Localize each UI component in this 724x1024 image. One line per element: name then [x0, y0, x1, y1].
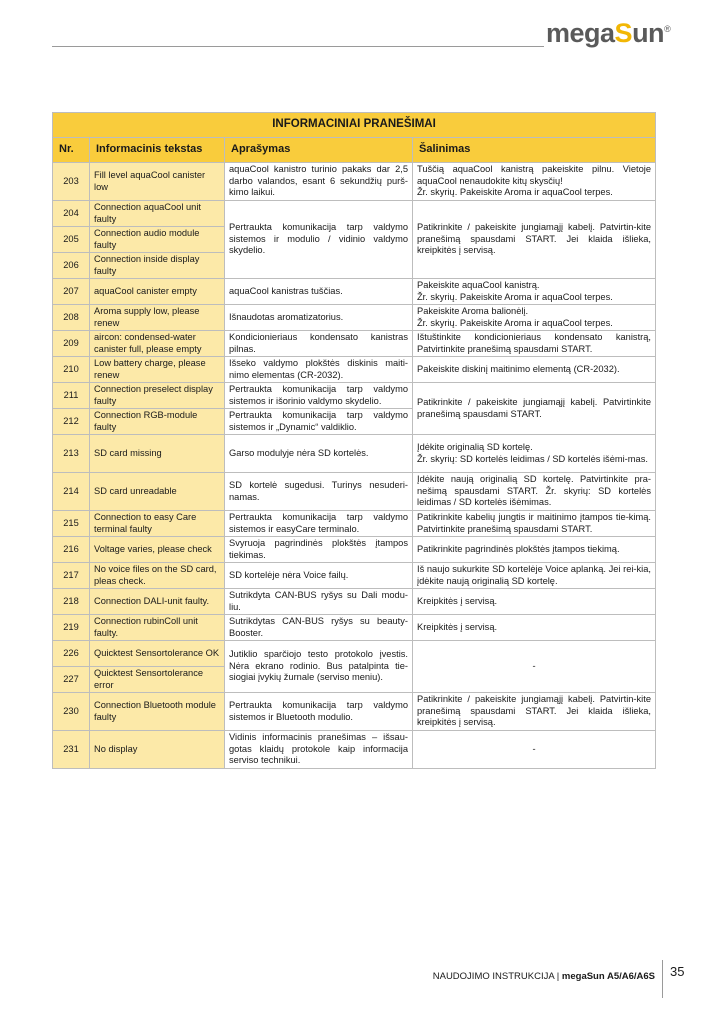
row-remedy: Pakeiskite aquaCool kanistrą. Žr. skyrių. Pakeiskite Aroma ir aquaCool terpes.: [413, 279, 656, 305]
row-info-text: Voltage varies, please check: [90, 537, 225, 563]
row-remedy: Kreipkitės į servisą.: [413, 615, 656, 641]
row-number: 218: [53, 589, 90, 615]
row-description: Jutiklio sparčiojo testo protokolo įvestis. Nėra ekrano rodinio. Bus patalpinta tie-siogiai įvykių žurnale (serviso meniu).: [225, 641, 413, 693]
info-messages-table: [52, 112, 656, 769]
row-info-text: aquaCool canister empty: [90, 279, 225, 305]
row-description: Pertraukta komunikacija tarp valdymo sistemos ir išorinio valdymo skydelio.: [225, 383, 413, 409]
megasun-logo: megaSun®: [546, 18, 671, 48]
row-info-text: Low battery charge, please renew: [90, 357, 225, 383]
footer-rule: [662, 960, 663, 998]
table-row: [53, 693, 656, 731]
table-row: [53, 279, 656, 305]
row-info-text: Connection preselect display faulty: [90, 383, 225, 409]
row-number: 217: [53, 563, 90, 589]
row-number: 231: [53, 731, 90, 769]
row-info-text: Connection DALI-unit faulty.: [90, 589, 225, 615]
table-row: [53, 435, 656, 473]
row-description: SD kortelė sugedusi. Turinys nesuderi-namas.: [225, 473, 413, 511]
header-rule: [52, 46, 544, 47]
row-info-text: Connection rubinColl unit faulty.: [90, 615, 225, 641]
row-number: 219: [53, 615, 90, 641]
row-info-text: Fill level aquaCool canister low: [90, 163, 225, 201]
row-description: Pertraukta komunikacija tarp valdymo sistemos ir easyCare terminalo.: [225, 511, 413, 537]
row-remedy: Ištuštinkite kondicionieriaus kondensato kanistrą, Patvirtinkite pranešimą spausdami START.: [413, 331, 656, 357]
row-number: 204: [53, 201, 90, 227]
row-description: SD kortelėje nėra Voice failų.: [225, 563, 413, 589]
row-remedy: Patikrinkite / pakeiskite jungiamąjį kabelį. Patvirtin-kite pranešimą spausdami START. Jei klaida išlieka, kreipkitės į servisą.: [413, 693, 656, 731]
row-info-text: SD card unreadable: [90, 473, 225, 511]
row-info-text: aircon: condensed-water canister full, please empty: [90, 331, 225, 357]
table-row: [53, 731, 656, 769]
row-remedy: -: [413, 641, 656, 693]
row-description: Sutrikdytas CAN-BUS ryšys su beauty-Booster.: [225, 615, 413, 641]
row-number: 207: [53, 279, 90, 305]
row-info-text: Connection inside display faulty: [90, 253, 225, 279]
page-number: 35: [670, 964, 685, 979]
row-number: 210: [53, 357, 90, 383]
row-info-text: Connection audio module faulty: [90, 227, 225, 253]
row-remedy: Kreipkitės į servisą.: [413, 589, 656, 615]
table-row: [53, 615, 656, 641]
row-remedy: Įdėkite originalią SD kortelę. Žr. skyrių: SD kortelės leidimas / SD kortelės išėmi-mas.: [413, 435, 656, 473]
row-remedy: Pakeiskite diskinį maitinimo elementą (CR-2032).: [413, 357, 656, 383]
table-row: [53, 537, 656, 563]
row-number: 203: [53, 163, 90, 201]
row-info-text: No display: [90, 731, 225, 769]
row-info-text: No voice files on the SD card, pleas check.: [90, 563, 225, 589]
row-info-text: Quicktest Sensortolerance OK: [90, 641, 225, 667]
table-row: [53, 201, 656, 227]
row-remedy: Tuščią aquaCool kanistrą pakeiskite pilnu. Vietoje aquaCool nenaudokite kitų skysčių! Žr. skyrių. Pakeiskite Aroma ir aquaCool terpes.: [413, 163, 656, 201]
row-description: Garso modulyje nėra SD kortelės.: [225, 435, 413, 473]
row-number: 214: [53, 473, 90, 511]
row-number: 227: [53, 667, 90, 693]
row-remedy: Iš naujo sukurkite SD kortelėje Voice aplanką. Jei rei-kia, įdėkite naują originalią SD kortelę.: [413, 563, 656, 589]
table-row: [53, 163, 656, 201]
table-row: [53, 589, 656, 615]
table-row: [53, 563, 656, 589]
row-description: Išnaudotas aromatizatorius.: [225, 305, 413, 331]
row-remedy: Įdėkite naują originalią SD kortelę. Patvirtinkite pra-nešimą spausdami START. Žr. skyrių: SD kortelės leidimas / SD kortelės išėmimas.: [413, 473, 656, 511]
row-info-text: Connection to easy Care terminal faulty: [90, 511, 225, 537]
row-number: 226: [53, 641, 90, 667]
row-description: aquaCool kanistras tuščias.: [225, 279, 413, 305]
row-number: 216: [53, 537, 90, 563]
col-header-remedy: Šalinimas: [413, 138, 656, 163]
row-description: Kondicionieriaus kondensato kanistras pilnas.: [225, 331, 413, 357]
row-number: 230: [53, 693, 90, 731]
row-info-text: Connection RGB-module faulty: [90, 409, 225, 435]
table-row: [53, 383, 656, 409]
row-number: 209: [53, 331, 90, 357]
row-remedy: Patikrinkite kabelių jungtis ir maitinimo įtampos tie-kimą. Patvirtinkite pranešimą spausdami START.: [413, 511, 656, 537]
row-description: Išseko valdymo plokštės diskinis maiti-nimo elementas (CR-2032).: [225, 357, 413, 383]
row-remedy: Pakeiskite Aroma balionėlį. Žr. skyrių. Pakeiskite Aroma ir aquaCool terpes.: [413, 305, 656, 331]
table-row: [53, 331, 656, 357]
table-row: [53, 305, 656, 331]
footer-manual-title: NAUDOJIMO INSTRUKCIJA | megaSun A5/A6/A6S: [432, 971, 655, 982]
row-remedy: Patikrinkite pagrindinės plokštės įtampos tiekimą.: [413, 537, 656, 563]
table-row: [53, 357, 656, 383]
col-header-description: Aprašymas: [225, 138, 413, 163]
row-info-text: Aroma supply low, please renew: [90, 305, 225, 331]
row-description: Pertraukta komunikacija tarp valdymo sistemos ir modulio / vidinio valdymo skydelio.: [225, 201, 413, 279]
table-row: [53, 641, 656, 667]
row-description: aquaCool kanistro turinio pakaks dar 2,5 darbo valandos, esant 6 sekundžių purš-kimo laikui.: [225, 163, 413, 201]
table-title: INFORMACINIAI PRANEŠIMAI: [53, 113, 656, 138]
row-description: Svyruoja pagrindinės plokštės įtampos tiekimas.: [225, 537, 413, 563]
row-number: 215: [53, 511, 90, 537]
row-description: Sutrikdyta CAN-BUS ryšys su Dali modu-liu.: [225, 589, 413, 615]
table-row: [53, 511, 656, 537]
row-number: 205: [53, 227, 90, 253]
row-description: Vidinis informacinis pranešimas – išsau-gotas klaidų protokole kaip informacija serviso technikui.: [225, 731, 413, 769]
row-number: 213: [53, 435, 90, 473]
row-number: 211: [53, 383, 90, 409]
table-row: [53, 473, 656, 511]
row-info-text: SD card missing: [90, 435, 225, 473]
row-info-text: Connection Bluetooth module faulty: [90, 693, 225, 731]
row-description: Pertraukta komunikacija tarp valdymo sistemos ir Bluetooth modulio.: [225, 693, 413, 731]
row-info-text: Quicktest Sensortolerance error: [90, 667, 225, 693]
col-header-text: Informacinis tekstas: [90, 138, 225, 163]
row-remedy: Patikrinkite / pakeiskite jungiamąjį kabelį. Patvirtin-kite pranešimą spausdami START. Jei klaida išlieka, kreipkitės į servisą.: [413, 201, 656, 279]
row-remedy: Patikrinkite / pakeiskite jungiamąjį kabelį. Patvirtinkite pranešimą spausdami START.: [413, 383, 656, 435]
row-info-text: Connection aquaCool unit faulty: [90, 201, 225, 227]
row-description: Pertraukta komunikacija tarp valdymo sistemos ir „Dynamic“ valdiklio.: [225, 409, 413, 435]
row-remedy: -: [413, 731, 656, 769]
row-number: 208: [53, 305, 90, 331]
row-number: 212: [53, 409, 90, 435]
row-number: 206: [53, 253, 90, 279]
col-header-nr: Nr.: [53, 138, 90, 163]
